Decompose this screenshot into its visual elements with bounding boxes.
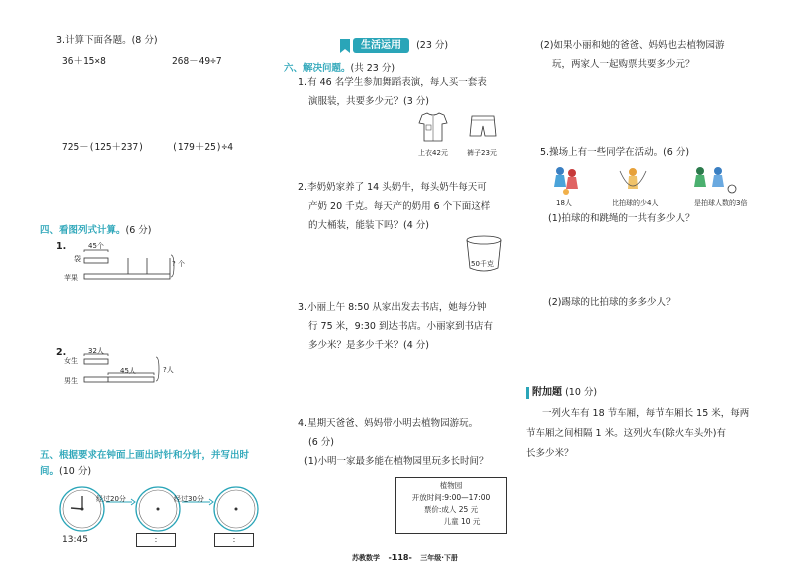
diagram-2-top-value: 32人	[88, 347, 104, 355]
section-5-title: 五、根据要求在钟面上画出时针和分针，并写出时 间。(10 分)	[40, 450, 250, 477]
right-question-5-title: 5.操场上有一些同学在活动。(6 分)	[540, 147, 690, 158]
question-3-title: 3.计算下面各题。(8 分)	[56, 35, 158, 46]
diagram-2-label-bottom: 男生	[64, 377, 78, 385]
time-answer-box-2[interactable]: :	[214, 533, 254, 547]
diagram-1-top-value: 45个	[88, 242, 104, 250]
ribbon-icon	[340, 39, 350, 53]
expression-1: 36＋15×8	[62, 56, 106, 67]
life-application-header	[340, 36, 448, 53]
expression-4: (179＋25)÷4	[172, 142, 233, 153]
page-number: -118-	[388, 553, 412, 562]
diagram-2-label-top: 女生	[64, 357, 78, 365]
football-children-icon	[694, 167, 736, 193]
diagram-1-answer: ? 个	[172, 260, 185, 268]
bucket-label: 50千克	[471, 260, 494, 268]
diagram-1-label-top: 袋	[74, 255, 81, 263]
expression-2: 268－49÷7	[172, 56, 222, 67]
arrow-label-2: 经过30分	[174, 495, 204, 503]
expression-3: 725－(125＋237)	[62, 142, 144, 153]
pants-price-label: 裤子23元	[467, 149, 497, 157]
middle-question-2: 2.李奶奶家养了 14 头奶牛，每头奶牛每天可 产奶 20 千克。每天产的奶用 6 个下面这样 的大桶装，能装下吗？(4 分)	[298, 182, 491, 231]
clock-3-face[interactable]	[214, 487, 258, 531]
right-question-4-part-2: (2)如果小丽和她的爸爸、妈妈也去植物园游 玩，两家人一起购票共要多少元？	[540, 40, 725, 70]
diagram-1-label-bottom: 苹果	[64, 274, 78, 282]
middle-question-4: 4.星期天爸爸、妈妈带小明去植物园游玩。 (6 分) (1)小明一家最多能在植物园里玩多长时间？	[298, 418, 489, 467]
ball-bouncing-children-icon	[554, 167, 578, 195]
rope-skipping-child-icon	[620, 168, 646, 189]
diagram-1-number: 1.	[56, 241, 67, 252]
footer-left: 苏教数学	[352, 554, 380, 562]
section-4-title: 四、看图列式计算。(6 分)	[40, 225, 152, 236]
life-application-badge: 生活运用	[353, 38, 409, 53]
bonus-points: (10 分)	[565, 387, 598, 398]
bonus-question: 一列火车有 18 节车厢，每节车厢长 15 米，每两 节车厢之间相隔 1 米。这列火车(除火车头外)有 长多少米？	[526, 408, 750, 459]
botanical-garden-sign: 植物园 开放时间:9:00—17:00 票价:成人 25 元 儿童 10 元	[395, 477, 507, 534]
clock-row	[54, 484, 264, 534]
time-label-1: 13:45	[62, 535, 88, 545]
pants-icon	[468, 114, 498, 142]
footer	[352, 553, 458, 563]
playground-figures	[548, 165, 748, 197]
line-diagram-1	[80, 245, 175, 287]
life-application-points: (23 分)	[416, 40, 449, 51]
arrow-label-1: 经过20分	[96, 495, 126, 503]
right-question-5-sub-2: (2)踢球的比拍球的多多少人？	[548, 297, 676, 308]
diagram-2-answer: ?人	[163, 366, 174, 374]
bonus-marker-icon	[526, 387, 529, 399]
diagram-2-number: 2.	[56, 347, 67, 358]
middle-question-3: 3.小丽上午 8:50 从家出发去书店，她每分钟 行 75 米，9:30 到达书店。小丽家到书店有 多少米？是多少千米？(4 分)	[298, 302, 493, 351]
bonus-header	[526, 383, 597, 399]
right-question-5-sub-1: (1)拍球的和跳绳的一共有多少人？	[548, 213, 695, 224]
section-6-title: 六、解决问题。(共 23 分)	[284, 63, 396, 74]
bonus-title: 附加题	[532, 387, 563, 398]
caption-football: 是拍球人数的3倍	[694, 199, 748, 207]
footer-right: 三年级·下册	[420, 554, 458, 562]
shirt-icon	[418, 111, 448, 143]
line-diagram-2	[80, 352, 162, 388]
time-answer-box-1[interactable]: :	[136, 533, 176, 547]
middle-question-1: 1.有 46 名学生参加舞蹈表演，每人买一套表 演服装，共要多少元？(3 分)	[298, 77, 487, 107]
caption-rope-skipping: 比拍球的少4人	[612, 199, 659, 207]
diagram-2-mid-value: 45人	[120, 367, 136, 375]
shirt-price-label: 上衣42元	[418, 149, 448, 157]
caption-ball-bouncing: 18人	[556, 199, 572, 207]
